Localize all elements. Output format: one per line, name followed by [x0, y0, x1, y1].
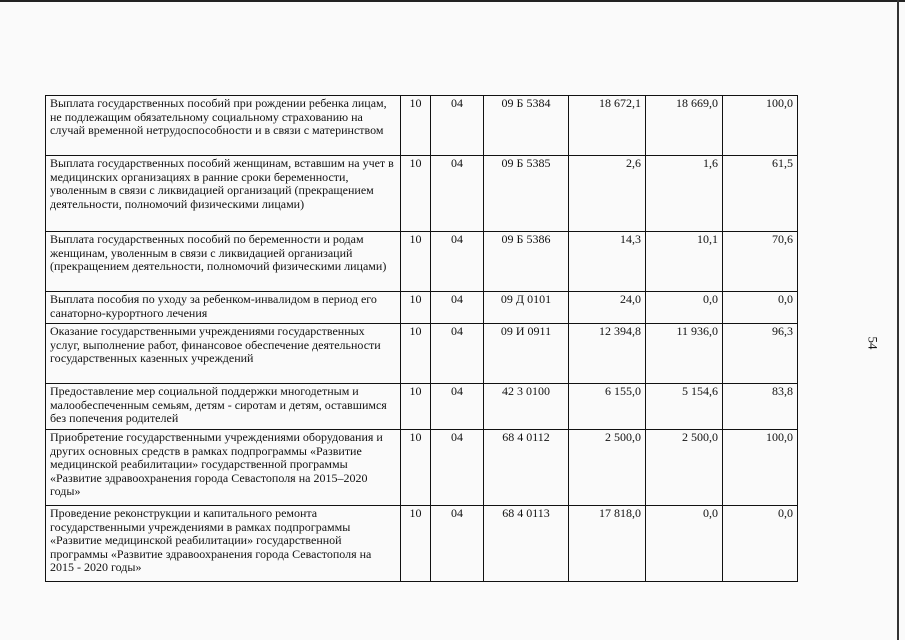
row-actual-amount: 1,6	[646, 156, 723, 232]
row-section: 10	[401, 384, 431, 430]
page-edge-right	[897, 0, 899, 640]
table-row	[46, 156, 798, 232]
table-row	[46, 232, 798, 292]
row-target-code: 68 4 0113	[484, 506, 569, 582]
row-execution-percent: 0,0	[723, 506, 798, 582]
table-row	[46, 292, 798, 324]
row-target-code: 09 Б 5386	[484, 232, 569, 292]
row-actual-amount: 10,1	[646, 232, 723, 292]
row-execution-percent: 100,0	[723, 430, 798, 506]
row-target-code: 09 Б 5385	[484, 156, 569, 232]
row-subsection: 04	[431, 96, 484, 156]
row-subsection: 04	[431, 324, 484, 384]
table-row	[46, 506, 798, 582]
row-description: Предоставление мер социальной поддержки многодетным и малообеспеченным семьям, детям - сиротам и детям, оставшимся без попечения родителей	[46, 384, 401, 430]
row-description: Выплата пособия по уходу за ребенком-инвалидом в период его санаторно-курортного лечения	[46, 292, 401, 324]
row-plan-amount: 18 672,1	[569, 96, 646, 156]
row-actual-amount: 18 669,0	[646, 96, 723, 156]
table-row	[46, 384, 798, 430]
row-execution-percent: 96,3	[723, 324, 798, 384]
row-plan-amount: 6 155,0	[569, 384, 646, 430]
table-row	[46, 96, 798, 156]
row-target-code: 68 4 0112	[484, 430, 569, 506]
row-target-code: 42 3 0100	[484, 384, 569, 430]
row-description: Приобретение государственными учреждениями оборудования и других основных средств в рамках подпрограммы «Развитие медицинской реабилитации» государственной программы «Развитие здравоохранения города Севастополя на 2015–2020 годы»	[46, 430, 401, 506]
row-execution-percent: 100,0	[723, 96, 798, 156]
row-subsection: 04	[431, 232, 484, 292]
row-actual-amount: 0,0	[646, 292, 723, 324]
row-actual-amount: 2 500,0	[646, 430, 723, 506]
row-section: 10	[401, 324, 431, 384]
row-description: Выплата государственных пособий при рождении ребенка лицам, не подлежащим обязательному социальному страхованию на случай временной нетрудоспособности и в связи с материнством	[46, 96, 401, 156]
table-row	[46, 324, 798, 384]
row-subsection: 04	[431, 156, 484, 232]
row-target-code: 09 Д 0101	[484, 292, 569, 324]
row-section: 10	[401, 430, 431, 506]
row-subsection: 04	[431, 384, 484, 430]
row-execution-percent: 70,6	[723, 232, 798, 292]
row-target-code: 09 И 0911	[484, 324, 569, 384]
budget-table	[45, 95, 798, 582]
row-actual-amount: 5 154,6	[646, 384, 723, 430]
row-description: Выплата государственных пособий женщинам, вставшим на учет в медицинских организациях в ранние сроки беременности, уволенным в связи с ликвидацией организаций (прекращением деятельности, полномочий физическими лицами)	[46, 156, 401, 232]
row-plan-amount: 2 500,0	[569, 430, 646, 506]
row-section: 10	[401, 232, 431, 292]
table-row	[46, 430, 798, 506]
row-subsection: 04	[431, 292, 484, 324]
row-target-code: 09 Б 5384	[484, 96, 569, 156]
row-actual-amount: 0,0	[646, 506, 723, 582]
row-plan-amount: 12 394,8	[569, 324, 646, 384]
row-plan-amount: 2,6	[569, 156, 646, 232]
row-section: 10	[401, 156, 431, 232]
row-subsection: 04	[431, 430, 484, 506]
row-execution-percent: 0,0	[723, 292, 798, 324]
row-plan-amount: 17 818,0	[569, 506, 646, 582]
row-description: Выплата государственных пособий по беременности и родам женщинам, уволенным в связи с ликвидацией организаций (прекращением деятельности, полномочий физическими лицами)	[46, 232, 401, 292]
row-section: 10	[401, 292, 431, 324]
row-execution-percent: 83,8	[723, 384, 798, 430]
row-description: Оказание государственными учреждениями государственных услуг, выполнение работ, финансовое обеспечение деятельности государственных казенных учреждений	[46, 324, 401, 384]
row-plan-amount: 14,3	[569, 232, 646, 292]
row-description: Проведение реконструкции и капитального ремонта государственными учреждениями в рамках подпрограммы «Развитие медицинской реабилитации» государственной программы «Развитие здравоохранения города Севастополя на 2015 - 2020 годы»	[46, 506, 401, 582]
row-subsection: 04	[431, 506, 484, 582]
page-edge-top	[0, 0, 905, 2]
row-actual-amount: 11 936,0	[646, 324, 723, 384]
row-plan-amount: 24,0	[569, 292, 646, 324]
row-execution-percent: 61,5	[723, 156, 798, 232]
row-section: 10	[401, 96, 431, 156]
page-number: 54	[865, 336, 881, 350]
row-section: 10	[401, 506, 431, 582]
